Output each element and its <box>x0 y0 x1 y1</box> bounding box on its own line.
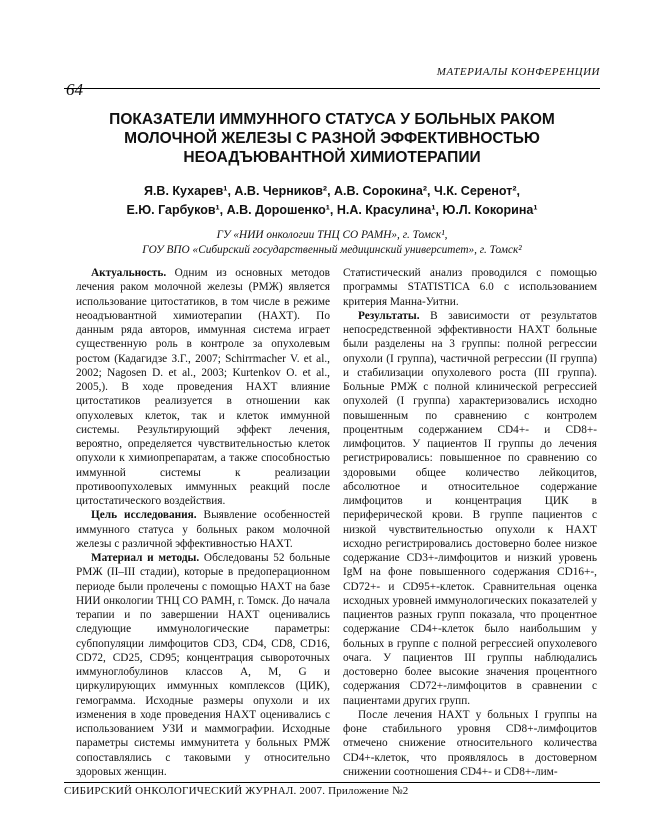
left-column <box>76 266 330 802</box>
relevance-heading: Актуальность. <box>91 267 167 279</box>
author-list <box>64 182 600 220</box>
paragraph-statistics: Статистический анализ проводился с помощью программы STATISTICA 6.0 с использованием критерия Манна-Уитни. <box>343 267 597 308</box>
running-head: МАТЕРИАЛЫ КОНФЕРЕНЦИИ <box>436 66 600 78</box>
paragraph-relevance <box>76 266 330 508</box>
title-line-1: ПОКАЗАТЕЛИ ИММУННОГО СТАТУСА У БОЛЬНЫХ РАКОМ <box>109 111 555 128</box>
body-columns <box>76 266 597 802</box>
authors-line-1: Я.В. Кухарев¹, А.В. Черников², А.В. Сорокина², Ч.К. Серенот², <box>143 184 521 198</box>
page-number: 64 <box>66 80 83 99</box>
results-text: В зависимости от результатов непосредственной эффективности НАХТ больные были разделены на 3 группы: полной регрессии опухоли (I группа), частичной регрессии (II группа) и стабилизации опухолевого роста (III группа). Больные РМЖ с полной клинической регрессией опухолей (I группа) характеризовались исходно повышенным по сравнению с контролем процентным содержанием CD4+- и CD8+-лимфоцитов. У пациентов II группы до лечения регистрировались: повышенное по сравнению со здоровыми общее количество лейкоцитов, абсолютное и относительное содержание лимфоцитов и концентрация ЦИК в периферической крови. В группе пациентов с низкой чувствительностью опухоли к НАХТ исходно регистрировались достоверно более низкое содержание CD3+-лимфоцитов и низкий уровень IgM на фоне повышенного содержания CD16+-, CD72+- и CD95+-клеток. Сравнительная оценка исходных уровней иммунологических показателей у пациентов разных групп показала, что процентное содержание CD4+-клеток было наибольшим у больных в группе с полной регрессией опухолевого очага. У пациентов III группы наблюдались достоверно более высокие значения процентного содержания CD72+-лимфоцитов в сравнении с пациентами других групп. <box>343 309 597 707</box>
affiliation-2: ГОУ ВПО «Сибирский государственный медицинский университет», г. Томск² <box>142 244 522 256</box>
methods-heading: Материал и методы. <box>91 552 200 564</box>
title-line-3: НЕОАДЪЮВАНТНОЙ ХИМИОТЕРАПИИ <box>183 149 481 166</box>
article-title <box>64 110 600 167</box>
aim-heading: Цель исследования. <box>91 509 197 522</box>
title-line-2: МОЛОЧНОЙ ЖЕЛЕЗЫ С РАЗНОЙ ЭФФЕКТИВНОСТЬЮ <box>124 130 540 147</box>
footer-rule <box>64 782 600 783</box>
paragraph-after-treatment: После лечения НАХТ у больных I группы на фоне стабильного уровня CD8+-лимфоцитов отмечено снижение относительного количества CD4+-клеток, что проявлялось в достоверном снижении соотношения CD4+- и CD8+-лим- <box>343 708 597 778</box>
paragraph-results <box>343 309 597 708</box>
affiliation-1: ГУ «НИИ онкологии ТНЦ СО РАМН», г. Томск¹, <box>216 229 448 241</box>
results-heading: Результаты. <box>358 309 420 322</box>
affiliations <box>64 228 600 258</box>
aim-text: Выявление особенностей иммунного статуса у больных раком молочной железы с различной эффективностью НАХТ. <box>76 509 330 550</box>
journal-footer: СИБИРСКИЙ ОНКОЛОГИЧЕСКИЙ ЖУРНАЛ. 2007. Приложение №2 <box>64 785 409 797</box>
right-column <box>343 266 597 802</box>
header-rule <box>64 88 600 89</box>
paragraph-methods <box>76 551 330 779</box>
methods-text: Обследованы 52 больные РМЖ (II–III стадии), которые в предоперационном периоде были пролечены с помощью НАХТ на базе НИИ онкологии ТНЦ СО РАМН, г. Томск. До начала терапии и по завершении НАХТ оценивались следующие иммунологические параметры: субпопуляции лимфоцитов CD3, CD4, CD8, CD16, CD72, CD25, CD95; концентрация сывороточных иммуноглобулинов классов A, M, G и циркулирующих иммунных комплексов (ЦИК), гемограмма. Исходные размеры опухоли и их изменения в ходе проведения НАХТ оценивались с использованием УЗИ и маммографии. Исходные параметры системы иммунитета у больных РМЖ сопоставлялись с таковыми у относительно здоровых женщин. <box>76 552 330 778</box>
authors-line-2: Е.Ю. Гарбуков¹, А.В. Дорошенко¹, Н.А. Красулина¹, Ю.Л. Кокорина¹ <box>126 203 538 217</box>
relevance-text: Одним из основных методов лечения раком молочной железы (РМЖ) является использование цитостатиков, в том числе в режиме неоадъювантной химиотерапии (НАХТ). По данным ряда авторов, иммунная система играет существенную роль в контроле за опухолевым ростом (Кадагидзе З.Г., 2007; Schirrmacher V. et al., 2002; Nagosen D. et al., 2003; Kurtenkov O. et al., 2005,). В ходе проведения НАХТ влияние цитостатиков реализуется в отношении как опухолевых клеток, так и клеток иммунной системы. Результирующий эффект лечения, вероятно, определяется чувствительностью клеток опухоли к химиопрепаратам, а также способностью иммунной системы к реализации противоопухолевых иммунных реакций после цитостатического воздействия. <box>76 267 330 507</box>
paragraph-aim <box>76 508 330 551</box>
